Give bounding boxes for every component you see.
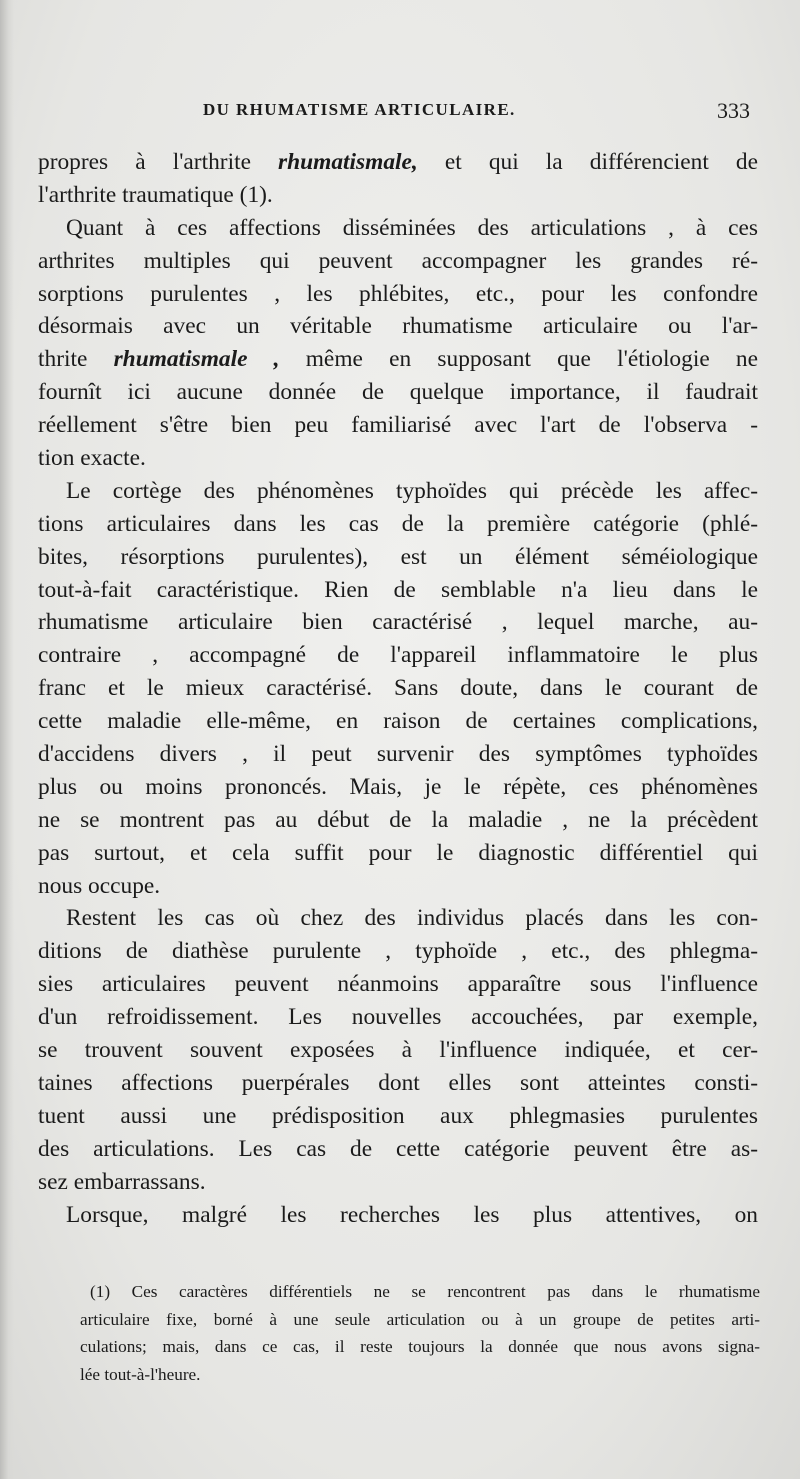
text-line: contraire , accompagné de l'appareil inflammatoire le plus: [38, 642, 758, 669]
text-line: ne se montrent pas au début de la maladie , ne la précèdent: [38, 806, 758, 833]
page-number: 333: [717, 98, 750, 123]
text-line: rhumatisme articulaire bien caractérisé , lequel marche, au-: [38, 609, 758, 636]
text-line: tuent aussi une prédisposition aux phlegmasies purulentes: [38, 1102, 758, 1129]
text-line: franc et le mieux caractérisé. Sans doute, dans le courant de: [38, 675, 758, 702]
text-fragment: et qui la différencient de: [417, 149, 758, 175]
text-fragment: même en supposant que l'étiologie ne: [279, 346, 758, 373]
text-line: Lorsque, malgré les recherches les plus attentives, on: [66, 1201, 758, 1228]
text-line: réellement s'être bien peu familiarisé avec l'art de l'observa -: [38, 412, 758, 439]
text-line: sorptions purulentes , les phlébites, etc., pour les confondre: [38, 280, 758, 307]
text-line: [38, 146, 758, 179]
text-line: Quant à ces affections disséminées des articulations , à ces: [66, 214, 758, 241]
text-line: fournît ici aucune donnée de quelque importance, il faudrait: [38, 379, 758, 406]
text-fragment: thrite: [38, 346, 114, 373]
text-line: arthrites multiples qui peuvent accompagner les grandes ré-: [38, 247, 758, 274]
text-line: plus ou moins prononcés. Mais, je le répète, ces phénomènes: [38, 773, 758, 800]
text-line: [38, 343, 758, 376]
text-line: tions articulaires dans les cas de la première catégorie (phlé-: [38, 510, 758, 537]
text-line: Restent les cas où chez des individus placés dans les con-: [66, 905, 758, 932]
footnote: [80, 1278, 760, 1388]
italic-term: rhumatismale ,: [113, 346, 280, 373]
text-line: désormais avec un véritable rhumatisme articulaire ou l'ar-: [38, 313, 758, 340]
text-line: l'arthrite traumatique (1).: [38, 181, 273, 208]
text-line: d'accidens divers , il peut survenir des symptômes typhoïdes: [38, 741, 758, 768]
italic-term: rhumatismale,: [278, 149, 418, 175]
running-head: DU RHUMATISME ARTICULAIRE.: [203, 100, 516, 119]
text-line: des articulations. Les cas de cette catégorie peuvent être as-: [38, 1135, 758, 1162]
footnote-line: culations; mais, dans ce cas, il reste toujours la donnée que nous avons signa-: [80, 1337, 760, 1356]
text-line: d'un refroidissement. Les nouvelles accouchées, par exemple,: [38, 1004, 758, 1031]
text-line: cette maladie elle-même, en raison de certaines complications,: [38, 708, 758, 735]
text-line: bites, résorptions purulentes), est un élément séméiologique: [38, 543, 758, 570]
main-text: [38, 146, 758, 1231]
text-line: taines affections puerpérales dont elles sont atteintes consti-: [38, 1069, 758, 1096]
text-line: ditions de diathèse purulente , typhoïde , etc., des phlegma-: [38, 938, 758, 965]
footnote-line: (1) Ces caractères différentiels ne se rencontrent pas dans le rhumatisme: [90, 1282, 760, 1301]
text-line: Le cortège des phénomènes typhoïdes qui précède les affec-: [66, 477, 758, 504]
page-edge-shadow: [0, 0, 14, 1479]
text-line: pas surtout, et cela suffit pour le diagnostic différentiel qui: [38, 839, 758, 866]
text-line: sies articulaires peuvent néanmoins apparaître sous l'influence: [38, 971, 758, 998]
text-fragment: propres à l'arthrite: [38, 149, 279, 175]
text-line: nous occupe.: [38, 872, 161, 899]
page-header: [40, 98, 750, 128]
text-line: se trouvent souvent exposées à l'influence indiquée, et cer-: [38, 1037, 758, 1064]
text-line: tout-à-fait caractéristique. Rien de semblable n'a lieu dans le: [38, 576, 758, 603]
footnote-line: articulaire fixe, borné à une seule articulation ou à un groupe de petites arti-: [80, 1309, 760, 1329]
text-line: sez embarrassans.: [38, 1168, 206, 1195]
text-line: tion exacte.: [38, 445, 146, 472]
footnote-line: lée tout-à-l'heure.: [80, 1364, 201, 1384]
